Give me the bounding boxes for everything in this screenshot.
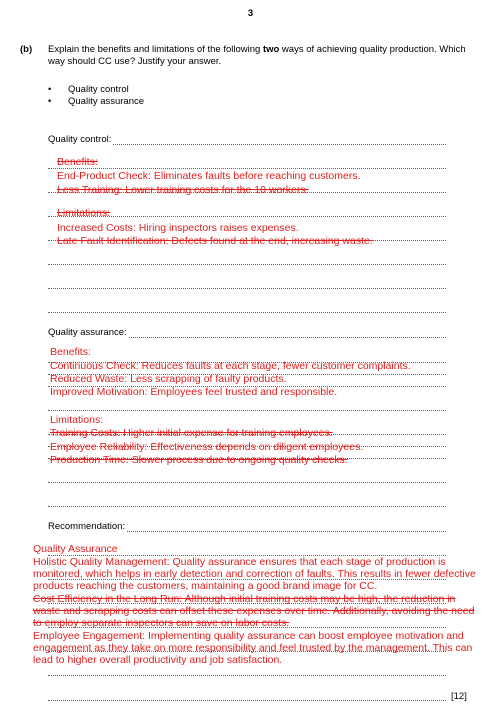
qc-benefit-item: Less Training: Lower training costs for the 10 workers.: [57, 184, 309, 196]
recommendation-paragraph: Cost Efficiency in the Long Run: Although initial training costs may be high, the reduction in waste and scrapping costs can offset these expenses over time. Additionally, avoiding the need to employ separate inspectors can save on labor costs.: [33, 593, 475, 630]
recommendation-label: Recommendation:: [48, 521, 126, 532]
answer-line: [48, 700, 446, 701]
page-number: 3: [247, 8, 254, 19]
answer-line: [48, 288, 446, 289]
qa-limitation-item: Training Costs: Higher initial expense for training employees.: [50, 427, 333, 439]
bullet-label: Quality assurance: [68, 96, 145, 107]
answer-line: [48, 264, 446, 265]
quality-control-label: Quality control:: [48, 134, 112, 145]
question-part-label: (b): [20, 44, 33, 55]
answer-line: [48, 168, 446, 169]
question-text-before: Explain the benefits and limitations of the following: [48, 44, 263, 55]
bullet-dot: •: [48, 96, 52, 107]
question-text-bold: two: [262, 44, 280, 55]
bullet-item-quality-assurance: [48, 96, 145, 107]
recommendation-paragraph: Employee Engagement: Implementing quality assurance can boost employee motivation and engagement as they take on more responsibility and feel trusted by the management. This can lead to higher overall productivity and job satisfaction.: [33, 630, 473, 667]
recommendation-heading: Quality Assurance: [33, 543, 118, 555]
qc-benefit-item: End-Product Check: Eliminates faults before reaching customers.: [57, 170, 361, 182]
question-text-after: ways of achieving quality production. Which way should CC use? Justify your answer.: [48, 44, 466, 67]
qa-benefit-item: Continuous Check: Reduces faults at each stage, fewer customer complaints.: [50, 360, 411, 372]
qc-benefits-heading: Benefits:: [57, 156, 98, 168]
question-text: [48, 44, 468, 68]
qa-limitations-heading: Limitations:: [50, 414, 104, 426]
bullet-dot: •: [48, 84, 52, 95]
bullet-label: Quality control: [68, 84, 129, 95]
qa-benefit-item: Improved Motivation: Employees feel trusted and responsible.: [50, 386, 338, 398]
qc-limitation-item: Late Fault Identification: Defects found at the end, increasing waste.: [57, 235, 373, 247]
marks-label: [12]: [451, 691, 467, 702]
bullet-item-quality-control: [48, 84, 129, 95]
answer-line: [48, 506, 446, 507]
answer-line: [48, 482, 446, 483]
recommendation-paragraph: Holistic Quality Management: Quality assurance ensures that each stage of production is monitored, which helps in early detection and correction of faults. This results in fewer defective products reaching the customers, maintaining a good brand image for CC.: [33, 556, 476, 593]
answer-line: [48, 675, 446, 676]
qa-benefit-item: Reduced Waste: Less scrapping of faulty products.: [50, 373, 287, 385]
qa-limitation-item: Production Time: Slower process due to ongoing quality checks.: [50, 454, 348, 466]
qc-limitation-item: Increased Costs: Hiring inspectors raises expenses.: [57, 222, 299, 234]
answer-line: [48, 410, 446, 411]
qc-limitations-heading: Limitations:: [57, 207, 111, 219]
quality-assurance-label: Quality assurance:: [48, 327, 127, 338]
answer-line: [48, 312, 446, 313]
qa-limitation-item: Employee Reliability: Effectiveness depends on diligent employees.: [50, 441, 364, 453]
qa-benefits-heading: Benefits:: [50, 346, 91, 358]
